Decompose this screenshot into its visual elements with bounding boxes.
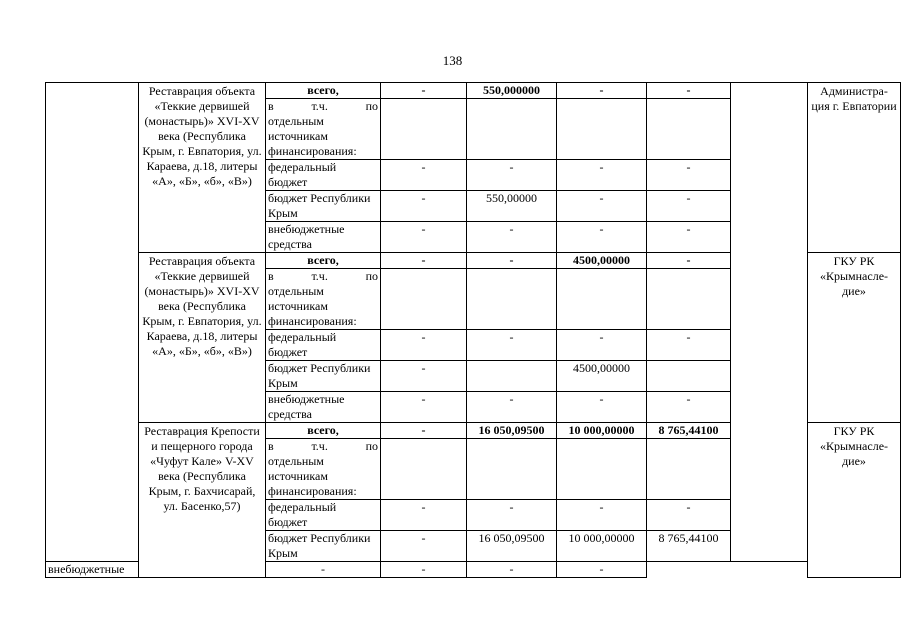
value-cell: - xyxy=(557,222,647,253)
source-label-total: всего, xyxy=(266,253,381,269)
value-cell: 4500,00000 xyxy=(557,361,647,392)
responsible-cell: ГКУ РК «Крымнасле-дие» xyxy=(808,423,901,578)
value-cell: - xyxy=(381,392,467,423)
source-label-regional: бюджет Республики Крым xyxy=(266,361,381,392)
source-label-total: всего, xyxy=(266,83,381,99)
value-cell: 550,000000 xyxy=(467,83,557,99)
value-cell: - xyxy=(266,562,381,578)
value-cell: 10 000,00000 xyxy=(557,531,647,562)
value-cell: - xyxy=(557,500,647,531)
value-cell: - xyxy=(381,191,467,222)
value-cell: - xyxy=(381,531,467,562)
value-cell xyxy=(381,439,467,500)
value-cell xyxy=(647,269,731,330)
value-cell: - xyxy=(647,392,731,423)
source-label-regional: бюджет Республики Крым xyxy=(266,191,381,222)
value-cell: - xyxy=(381,222,467,253)
source-label-federal: федеральный бюджет xyxy=(266,160,381,191)
value-cell xyxy=(557,269,647,330)
value-cell: - xyxy=(557,562,647,578)
value-cell: - xyxy=(647,83,731,99)
value-cell xyxy=(467,269,557,330)
value-cell: - xyxy=(557,330,647,361)
source-label-total: всего, xyxy=(266,423,381,439)
object-name-cell: Реставрация объекта «Теккие дервишей (монастырь)» XVI-XV века (Республика Крым, г. Евпатория, ул. Караева, д.18, литеры «А», «Б», «б», «В») xyxy=(139,83,266,253)
value-cell xyxy=(557,439,647,500)
source-label-subheader: в т.ч. по отдельным источникам финансирования: xyxy=(266,439,381,500)
source-label-federal: федеральный бюджет xyxy=(266,330,381,361)
value-cell: - xyxy=(647,191,731,222)
value-cell: - xyxy=(467,392,557,423)
value-cell: - xyxy=(381,361,467,392)
value-cell: - xyxy=(647,330,731,361)
value-cell: - xyxy=(467,222,557,253)
page-number: 138 xyxy=(442,53,463,68)
object-name-cell: Реставрация Крепости и пещерного города «Чуфут Кале» V-XV века (Республика Крым, г. Бахчисарай, ул. Басенко,57) xyxy=(139,423,266,578)
number-column-cell xyxy=(46,83,139,562)
value-cell: - xyxy=(557,392,647,423)
value-cell xyxy=(647,361,731,392)
source-label-subheader: в т.ч. по отдельным источникам финансирования: xyxy=(266,269,381,330)
responsible-cell: ГКУ РК «Крымнасле-дие» xyxy=(808,253,901,423)
value-cell: - xyxy=(647,253,731,269)
value-cell xyxy=(467,439,557,500)
source-label-extra: внебюджетные средства xyxy=(266,392,381,423)
value-cell: - xyxy=(381,253,467,269)
value-cell: - xyxy=(381,500,467,531)
responsible-cell: Администра-ция г. Евпатории xyxy=(808,83,901,253)
value-cell: 16 050,09500 xyxy=(467,423,557,439)
value-cell xyxy=(647,439,731,500)
value-cell: - xyxy=(381,562,467,578)
value-cell: 550,00000 xyxy=(467,191,557,222)
source-label-subheader: в т.ч. по отдельным источникам финансирования: xyxy=(266,99,381,160)
value-cell: - xyxy=(467,160,557,191)
value-cell: - xyxy=(381,160,467,191)
source-label-extra: внебюджетные средства xyxy=(266,222,381,253)
value-cell: - xyxy=(467,562,557,578)
value-cell xyxy=(381,269,467,330)
value-cell: - xyxy=(467,330,557,361)
value-cell: 8 765,44100 xyxy=(647,531,731,562)
value-cell: - xyxy=(467,253,557,269)
source-label-federal: федеральный бюджет xyxy=(266,500,381,531)
empty-column-cell xyxy=(731,83,808,562)
value-cell: - xyxy=(557,191,647,222)
value-cell xyxy=(467,99,557,160)
value-cell xyxy=(557,99,647,160)
value-cell: - xyxy=(381,330,467,361)
value-cell: - xyxy=(381,83,467,99)
value-cell: 4500,00000 xyxy=(557,253,647,269)
value-cell: - xyxy=(557,83,647,99)
value-cell: 10 000,00000 xyxy=(557,423,647,439)
value-cell: - xyxy=(647,500,731,531)
value-cell: - xyxy=(647,160,731,191)
value-cell: - xyxy=(467,500,557,531)
value-cell: - xyxy=(381,423,467,439)
object-name-cell: Реставрация объекта «Теккие дервишей (монастырь)» XVI-XV века (Республика Крым, г. Евпатория, ул. Караева, д.18, литеры «А», «Б», «б», «В») xyxy=(139,253,266,423)
value-cell xyxy=(647,99,731,160)
value-cell xyxy=(467,361,557,392)
value-cell: 8 765,44100 xyxy=(647,423,731,439)
source-label-regional: бюджет Республики Крым xyxy=(266,531,381,562)
value-cell: - xyxy=(647,222,731,253)
value-cell: - xyxy=(557,160,647,191)
financing-table xyxy=(45,82,901,578)
table-row-s1-total xyxy=(46,83,901,99)
value-cell: 16 050,09500 xyxy=(467,531,557,562)
source-label-extra: внебюджетные xyxy=(46,562,139,578)
value-cell xyxy=(381,99,467,160)
